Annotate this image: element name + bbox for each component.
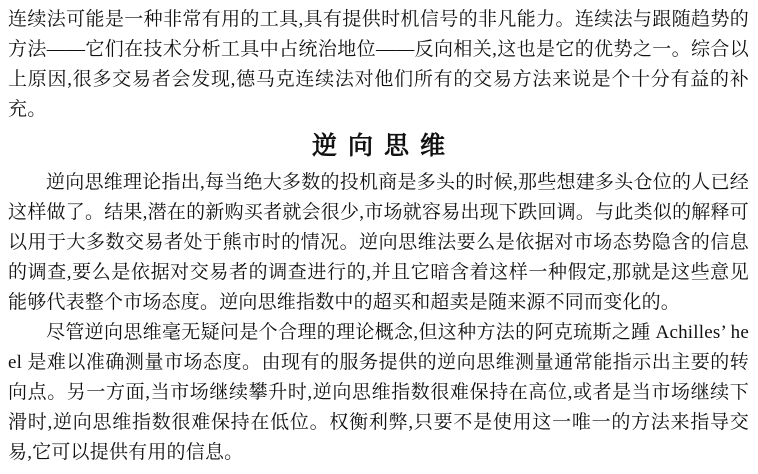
paragraph: 连续法可能是一种非常有用的工具,具有提供时机信号的非凡能力。连续法与跟随趋势的方法——它们在技术分析工具中占统治地位——反向相关,这也是它的优势之一。综合以上原因,很多交易者会发现,德马克连续法对他们所有的交易方法来说是个十分有益的补充。 — [8, 9, 749, 120]
paragraph: 尽管逆向思维毫无疑问是个合理的理论概念,但这种方法的阿克琉斯之踵 Achilles’ heel 是难以准确测量市场态度。由现有的服务提供的逆向思维测量通常能指示出主要的转向点。另一方面,当市场继续攀升时,逆向思维指数很难保持在高位,或者是当市场继续下滑时,逆向思维指数很难保持在低位。权衡利弊,只要不是使用这一唯一的方法来指导交易,它可以提供有用的信息。 — [8, 322, 749, 463]
paragraph: 逆向思维理论指出,每当绝大多数的投机商是多头的时候,那些想建多头仓位的人已经这样做了。结果,潜在的新购买者就会很少,市场就容易出现下跌回调。与此类似的解释可以用于大多数交易者处于熊市时的情况。逆向思维法要么是依据对市场态势隐含的信息的调查,要么是依据对交易者的调查进行的,并且它暗含着这样一种假定,那就是这些意见能够代表整个市场态度。逆向思维指数中的超买和超卖是随来源不同而变化的。 — [8, 172, 749, 313]
section-heading: 逆向思维 — [311, 133, 456, 160]
